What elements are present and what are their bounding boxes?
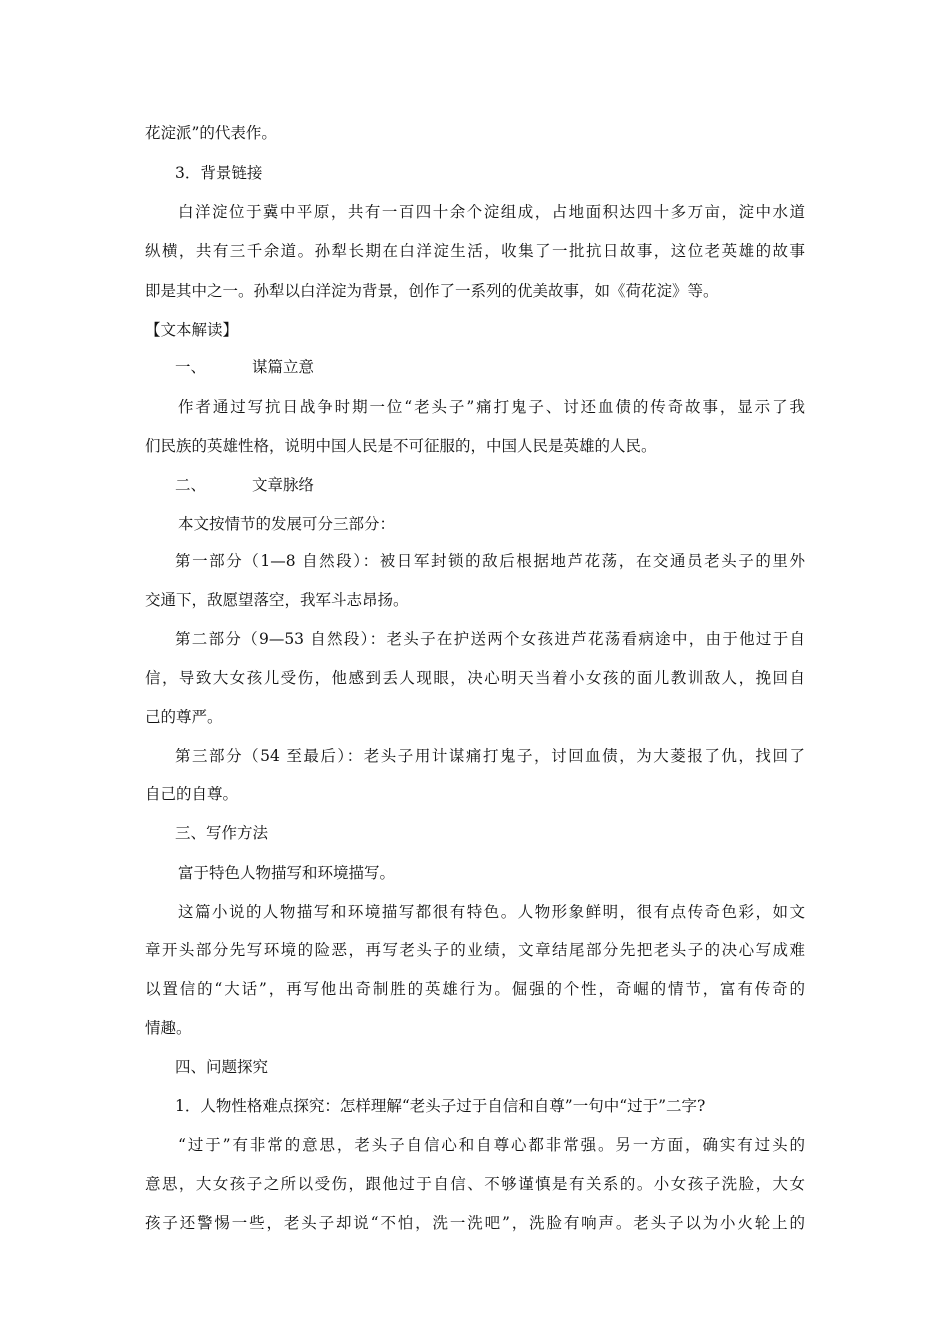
paragraph-line: “过于”有非常的意思，老头子自信心和自尊心都非常强。另一方面，确实有过头的 xyxy=(178,1136,805,1154)
section-number: 二、 xyxy=(175,476,207,494)
paragraph-line: 即是其中之一。孙犁以白洋淀为背景，创作了一系列的优美故事，如《荷花淀》等。 xyxy=(145,282,719,300)
section-heading-2 xyxy=(175,475,314,495)
paragraph-line: 情趣。 xyxy=(145,1019,192,1037)
paragraph-line: 章开头部分先写环境的险恶，再写老头子的业绩，文章结尾部分先把老头子的决心写成难 xyxy=(145,941,805,959)
section-heading-background: 3．背景链接 xyxy=(175,164,263,182)
paragraph-line: 第二部分（9—53 自然段）：老头子在护送两个女孩进芦花荡看病途中，由于他过于自 xyxy=(175,630,805,648)
paragraph-line: 己的尊严。 xyxy=(145,708,223,726)
section-heading-1 xyxy=(175,357,314,377)
section-number: 一、 xyxy=(175,358,207,376)
section-title: 谋篇立意 xyxy=(252,358,315,376)
paragraph-line: 意思，大女孩子之所以受伤，跟他过于自信、不够谨慎是有关系的。小女孩子洗脸，大女 xyxy=(145,1175,805,1193)
paragraph-line: 这篇小说的人物描写和环境描写都很有特色。人物形象鲜明，很有点传奇色彩，如文 xyxy=(178,903,805,921)
section-heading-4: 四、问题探究 xyxy=(175,1058,269,1076)
paragraph-line: 白洋淀位于冀中平原，共有一百四十余个淀组成，占地面积达四十多万亩，淀中水道 xyxy=(178,203,805,221)
section-heading-3: 三、写作方法 xyxy=(175,824,269,842)
paragraph-line: 孩子还警惕一些，老头子却说“不怕，洗一洗吧”，洗脸有响声。老头子以为小火轮上的 xyxy=(145,1214,805,1232)
paragraph-line: 富于特色人物描写和环境描写。 xyxy=(178,864,396,882)
paragraph-line: 第三部分（54 至最后）：老头子用计谋痛打鬼子，讨回血债，为大菱报了仇，找回了 xyxy=(175,747,805,765)
paragraph-line: 们民族的英雄性格，说明中国人民是不可征服的，中国人民是英雄的人民。 xyxy=(145,437,657,455)
paragraph-line: 纵横，共有三千余道。孙犁长期在白洋淀生活，收集了一批抗日故事，这位老英雄的故事 xyxy=(145,242,805,260)
paragraph-line: 自己的自尊。 xyxy=(145,785,239,803)
section-title: 文章脉络 xyxy=(252,476,315,494)
text-line: 花淀派”的代表作。 xyxy=(145,124,277,142)
question-line: 1．人物性格难点探究：怎样理解“老头子过于自信和自尊”一句中“过于”二字? xyxy=(175,1097,706,1115)
paragraph-line: 本文按情节的发展可分三部分： xyxy=(178,515,396,533)
paragraph-line: 第一部分（1—8 自然段）：被日军封锁的敌后根据地芦花荡，在交通员老头子的里外 xyxy=(175,552,805,570)
text-interpretation-heading: 【文本解读】 xyxy=(145,321,239,339)
paragraph-line: 信，导致大女孩儿受伤，他感到丢人现眼，决心明天当着小女孩的面儿教训敌人，挽回自 xyxy=(145,669,805,687)
paragraph-line: 以置信的“大话”，再写他出奇制胜的英雄行为。倔强的个性，奇崛的情节，富有传奇的 xyxy=(145,980,805,998)
paragraph-line: 交通下，敌愿望落空，我军斗志昂扬。 xyxy=(145,591,409,609)
paragraph-line: 作者通过写抗日战争时期一位“老头子”痛打鬼子、讨还血债的传奇故事，显示了我 xyxy=(178,398,805,416)
